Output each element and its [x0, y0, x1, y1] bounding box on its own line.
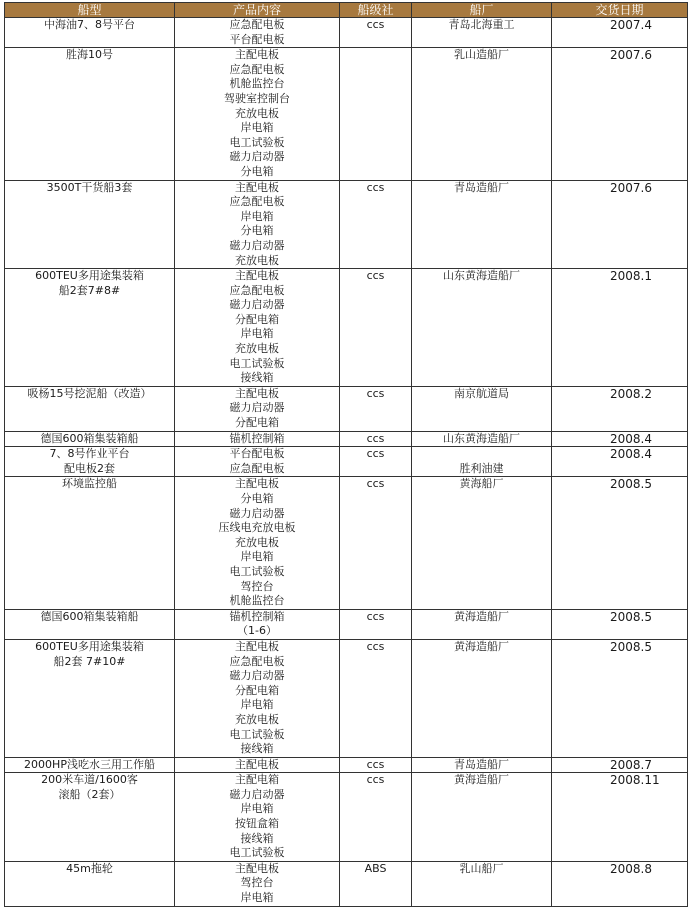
table-row: [5, 773, 688, 862]
cell-shipyard: 胜利油建: [412, 447, 552, 477]
cell-delivery-date: 2007.6: [552, 180, 688, 269]
cell-delivery-date: 2007.4: [552, 18, 688, 48]
cell-shipyard: 山东黄海造船厂: [412, 431, 552, 447]
cell-products: 主配电板 应急配电板 机舱监控台 驾驶室控制台 充放电板 岸电箱 电工试验板 磁力启动器 分电箱: [175, 48, 340, 180]
table-row: [5, 639, 688, 757]
cell-ship-type: 600TEU多用途集装箱 船2套 7#10#: [5, 639, 175, 757]
cell-products: 主配电板 应急配电板 岸电箱 分电箱 磁力启动器 充放电板: [175, 180, 340, 269]
cell-products: 主配电板 分电箱 磁力启动器 压线电充放电板 充放电板 岸电箱 电工试验板 驾控台 机舱监控台: [175, 477, 340, 609]
table-row: [5, 48, 688, 180]
cell-delivery-date: 2008.7: [552, 757, 688, 773]
cell-products: 主配电板 驾控台 岸电箱: [175, 861, 340, 906]
cell-ship-type: 德国600箱集装箱船: [5, 431, 175, 447]
cell-class-society: ccs: [340, 639, 412, 757]
cell-class-society: [340, 48, 412, 180]
header-class-society: 船级社: [340, 3, 412, 18]
table-row: [5, 269, 688, 387]
cell-products: 锚机控制箱 （1-6）: [175, 609, 340, 639]
cell-shipyard: 青岛造船厂: [412, 757, 552, 773]
cell-delivery-date: 2008.1: [552, 269, 688, 387]
cell-ship-type: 德国600箱集装箱船: [5, 609, 175, 639]
cell-products: 平台配电板 应急配电板: [175, 447, 340, 477]
cell-ship-type: 胜海10号: [5, 48, 175, 180]
cell-ship-type: 环境监控船: [5, 477, 175, 609]
cell-delivery-date: 2008.4: [552, 431, 688, 447]
cell-delivery-date: 2008.5: [552, 639, 688, 757]
cell-shipyard: 黄海造船厂: [412, 609, 552, 639]
table-row: [5, 477, 688, 609]
header-shipyard: 船厂: [412, 3, 552, 18]
header-delivery-date: 交货日期: [552, 3, 688, 18]
cell-delivery-date: 2007.6: [552, 48, 688, 180]
table-row: [5, 431, 688, 447]
cell-shipyard: 山东黄海造船厂: [412, 269, 552, 387]
cell-shipyard: 黄海造船厂: [412, 639, 552, 757]
header-product: 产品内容: [175, 3, 340, 18]
cell-ship-type: 45m拖轮: [5, 861, 175, 906]
table-row: [5, 757, 688, 773]
cell-class-society: ccs: [340, 757, 412, 773]
cell-shipyard: 黄海造船厂: [412, 773, 552, 862]
cell-products: 主配电板 磁力启动器 分配电箱: [175, 386, 340, 431]
cell-ship-type: 2000HP浅吃水三用工作船: [5, 757, 175, 773]
cell-shipyard: 南京航道局: [412, 386, 552, 431]
cell-class-society: ccs: [340, 269, 412, 387]
cell-class-society: ccs: [340, 773, 412, 862]
cell-class-society: ccs: [340, 431, 412, 447]
cell-products: 主配电箱 磁力启动器 岸电箱 按钮盒箱 接线箱 电工试验板: [175, 773, 340, 862]
cell-class-society: ccs: [340, 180, 412, 269]
cell-ship-type: 600TEU多用途集装箱 船2套7#8#: [5, 269, 175, 387]
cell-ship-type: 中海油7、8号平台: [5, 18, 175, 48]
cell-shipyard: 青岛北海重工: [412, 18, 552, 48]
cell-shipyard: 乳山造船厂: [412, 48, 552, 180]
cell-class-society: ccs: [340, 609, 412, 639]
cell-delivery-date: 2008.4: [552, 447, 688, 477]
cell-delivery-date: 2008.11: [552, 773, 688, 862]
cell-delivery-date: 2008.5: [552, 609, 688, 639]
delivery-record-table: [4, 2, 688, 907]
delivery-record-sheet: [4, 2, 687, 907]
table-body: [5, 18, 688, 907]
table-row: [5, 18, 688, 48]
cell-class-society: ccs: [340, 447, 412, 477]
cell-shipyard: 青岛造船厂: [412, 180, 552, 269]
cell-class-society: ccs: [340, 386, 412, 431]
table-row: [5, 447, 688, 477]
cell-ship-type: 3500T干货船3套: [5, 180, 175, 269]
header-ship-type: 船型: [5, 3, 175, 18]
cell-ship-type: 吸杨15号挖泥船（改造）: [5, 386, 175, 431]
header-row: [5, 3, 688, 18]
cell-delivery-date: 2008.8: [552, 861, 688, 906]
cell-products: 应急配电板 平台配电板: [175, 18, 340, 48]
cell-delivery-date: 2008.5: [552, 477, 688, 609]
cell-shipyard: 黄海船厂: [412, 477, 552, 609]
table-row: [5, 861, 688, 906]
table-header: [5, 3, 688, 18]
cell-delivery-date: 2008.2: [552, 386, 688, 431]
cell-products: 锚机控制箱: [175, 431, 340, 447]
cell-ship-type: 200米车道/1600客 滚船（2套）: [5, 773, 175, 862]
cell-products: 主配电板 应急配电板 磁力启动器 分配电箱 岸电箱 充放电板 电工试验板 接线箱: [175, 269, 340, 387]
cell-ship-type: 7、8号作业平台 配电板2套: [5, 447, 175, 477]
cell-class-society: ABS: [340, 861, 412, 906]
cell-class-society: ccs: [340, 18, 412, 48]
cell-shipyard: 乳山船厂: [412, 861, 552, 906]
table-row: [5, 180, 688, 269]
cell-products: 主配电板: [175, 757, 340, 773]
cell-class-society: ccs: [340, 477, 412, 609]
cell-products: 主配电板 应急配电板 磁力启动器 分配电箱 岸电箱 充放电板 电工试验板 接线箱: [175, 639, 340, 757]
table-row: [5, 386, 688, 431]
table-row: [5, 609, 688, 639]
